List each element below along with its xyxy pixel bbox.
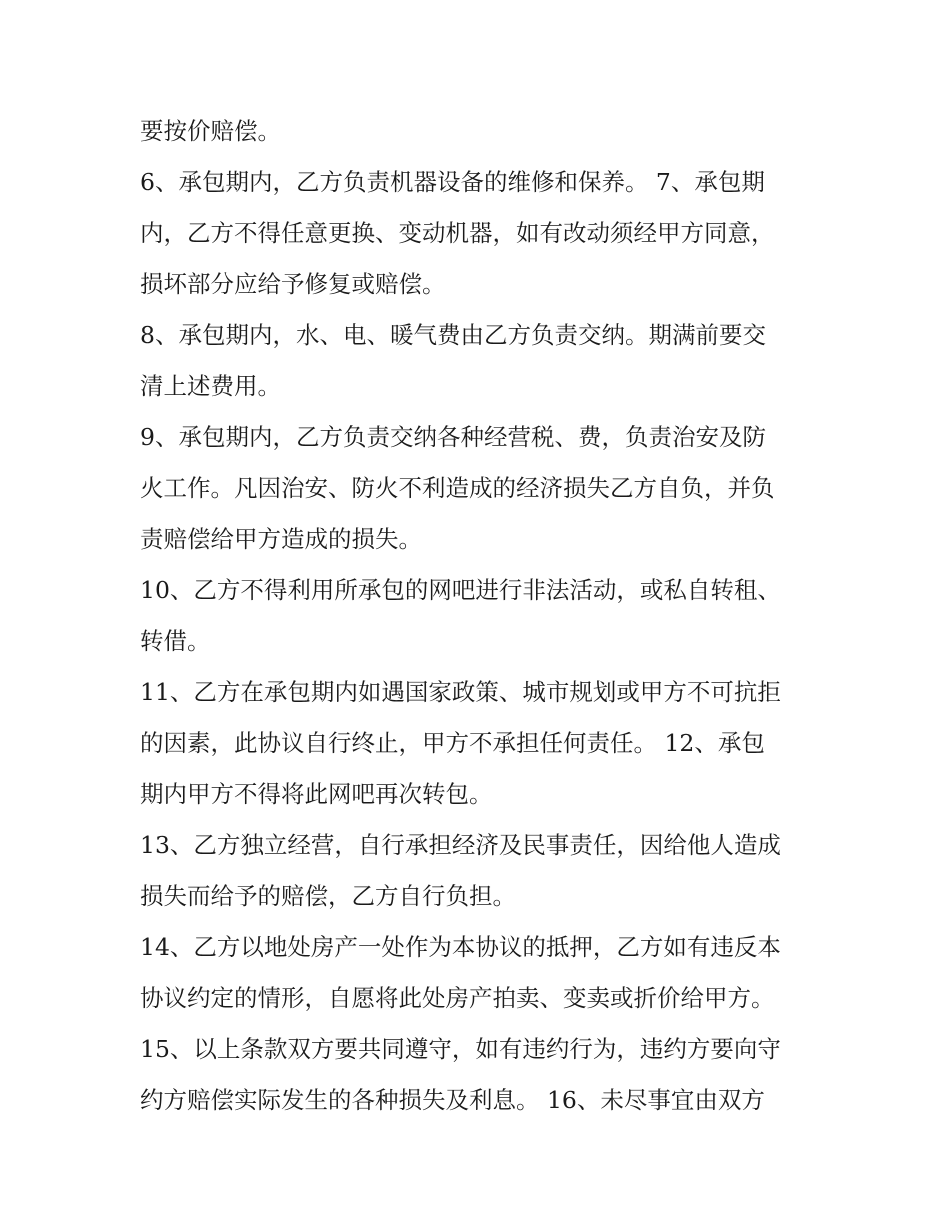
text-line: 13、乙方独立经营，自行承担经济及民事责任，因给他人造成 [140,831,781,859]
text-line: 的因素，此协议自行终止，甲方不承担任何责任。 12、承包 [140,729,765,757]
text-line: 约方赔偿实际发生的各种损失及利息。 16、未尽事宜由双方 [140,1086,765,1114]
contract-text [140,106,820,1126]
text-line: 火工作。凡因治安、防火不利造成的经济损失乙方自负，并负 [140,474,775,502]
text-line: 期内甲方不得将此网吧再次转包。 [140,780,493,808]
text-line: 要按价赔偿。 [140,117,281,145]
text-line: 9、承包期内，乙方负责交纳各种经营税、费，负责治安及防 [140,423,766,451]
text-line: 11、乙方在承包期内如遇国家政策、城市规划或甲方不可抗拒 [140,678,781,706]
text-line: 损坏部分应给予修复或赔偿。 [140,270,446,298]
text-line: 6、承包期内，乙方负责机器设备的维修和保养。 7、承包期 [140,168,765,196]
text-line: 10、乙方不得利用所承包的网吧进行非法活动，或私自转租、 [140,576,781,604]
text-line: 转借。 [140,627,211,655]
text-line: 内，乙方不得任意更换、变动机器，如有改动须经甲方同意， [140,219,775,247]
text-line: 14、乙方以地处房产一处作为本协议的抵押，乙方如有违反本 [140,933,781,961]
text-line: 清上述费用。 [140,372,281,400]
text-line: 15、以上条款双方要共同遵守，如有违约行为，违约方要向守 [140,1035,781,1063]
text-line: 8、承包期内，水、电、暖气费由乙方负责交纳。期满前要交 [140,321,766,349]
text-line: 责赔偿给甲方造成的损失。 [140,525,422,553]
text-line: 协议约定的情形，自愿将此处房产拍卖、变卖或折价给甲方。 [140,984,775,1012]
text-line: 损失而给予的赔偿，乙方自行负担。 [140,882,516,910]
